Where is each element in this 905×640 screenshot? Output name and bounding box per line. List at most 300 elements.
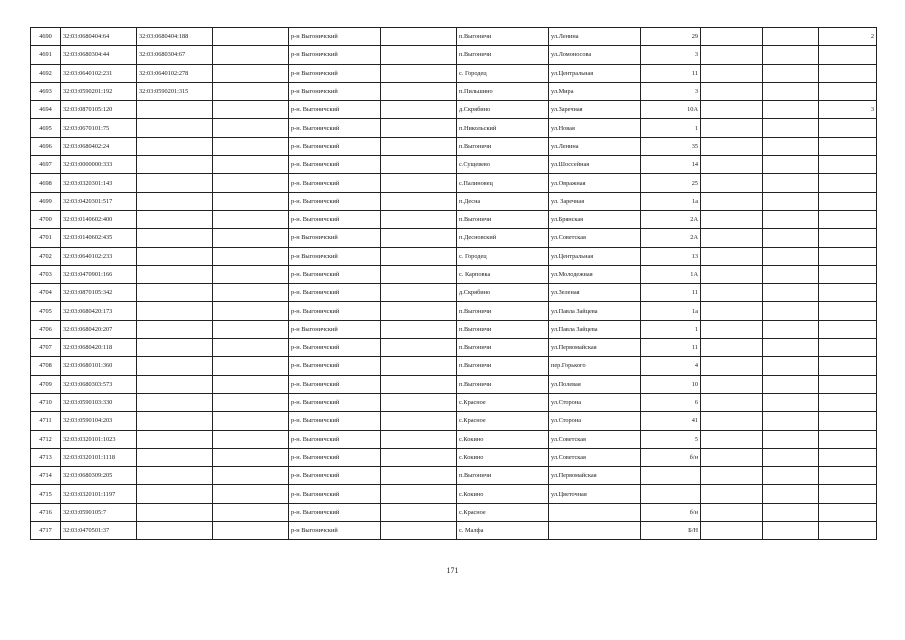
extra-value-cell bbox=[819, 522, 877, 540]
house-number-cell: 25 bbox=[641, 174, 701, 192]
empty-cell bbox=[701, 339, 763, 357]
linked-cadastral-number-cell bbox=[137, 320, 213, 338]
street-cell: пер.Горького bbox=[549, 357, 641, 375]
extra-value-cell bbox=[819, 467, 877, 485]
table-row bbox=[31, 229, 877, 247]
empty-cell bbox=[701, 156, 763, 174]
empty-cell bbox=[763, 448, 819, 466]
locality-cell: п.Десна bbox=[457, 192, 549, 210]
record-number-cell: 4699 bbox=[31, 192, 61, 210]
empty-cell bbox=[381, 119, 457, 137]
empty-cell bbox=[701, 503, 763, 521]
cadastral-number-cell: 32:03:0590103:330 bbox=[61, 393, 137, 411]
table-row bbox=[31, 503, 877, 521]
empty-cell bbox=[701, 247, 763, 265]
street-cell: ул.Павла Зайцева bbox=[549, 302, 641, 320]
empty-cell bbox=[213, 320, 289, 338]
empty-cell bbox=[213, 503, 289, 521]
district-cell: р-н. Выгоничский bbox=[289, 430, 381, 448]
empty-cell bbox=[701, 137, 763, 155]
house-number-cell: 35 bbox=[641, 137, 701, 155]
house-number-cell: 3 bbox=[641, 82, 701, 100]
street-cell: ул.Советская bbox=[549, 448, 641, 466]
district-cell: р-н. Выгоничский bbox=[289, 448, 381, 466]
cadastral-number-cell: 32:03:0680420:173 bbox=[61, 302, 137, 320]
empty-cell bbox=[213, 393, 289, 411]
house-number-cell: 4 bbox=[641, 357, 701, 375]
cadastral-number-cell: 32:03:0640102:233 bbox=[61, 247, 137, 265]
empty-cell bbox=[763, 46, 819, 64]
record-number-cell: 4690 bbox=[31, 28, 61, 46]
table-row bbox=[31, 485, 877, 503]
district-cell: р-н Выгоничский bbox=[289, 28, 381, 46]
record-number-cell: 4704 bbox=[31, 284, 61, 302]
empty-cell bbox=[213, 265, 289, 283]
empty-cell bbox=[381, 28, 457, 46]
empty-cell bbox=[381, 210, 457, 228]
linked-cadastral-number-cell bbox=[137, 503, 213, 521]
empty-cell bbox=[213, 64, 289, 82]
record-number-cell: 4710 bbox=[31, 393, 61, 411]
house-number-cell: Б/Н bbox=[641, 522, 701, 540]
record-number-cell: 4714 bbox=[31, 467, 61, 485]
empty-cell bbox=[701, 393, 763, 411]
extra-value-cell bbox=[819, 82, 877, 100]
table-row bbox=[31, 210, 877, 228]
district-cell: р-н. Выгоничский bbox=[289, 192, 381, 210]
district-cell: р-н. Выгоничский bbox=[289, 101, 381, 119]
empty-cell bbox=[213, 119, 289, 137]
cadastral-number-cell: 32:03:0870105:342 bbox=[61, 284, 137, 302]
empty-cell bbox=[701, 174, 763, 192]
district-cell: р-н. Выгоничский bbox=[289, 210, 381, 228]
table-row bbox=[31, 46, 877, 64]
empty-cell bbox=[381, 375, 457, 393]
empty-cell bbox=[701, 522, 763, 540]
house-number-cell: 11 bbox=[641, 284, 701, 302]
table-row bbox=[31, 82, 877, 100]
empty-cell bbox=[381, 448, 457, 466]
record-number-cell: 4697 bbox=[31, 156, 61, 174]
street-cell: ул. Заречная bbox=[549, 192, 641, 210]
street-cell: ул.Павла Зайцева bbox=[549, 320, 641, 338]
record-number-cell: 4696 bbox=[31, 137, 61, 155]
house-number-cell: 11 bbox=[641, 339, 701, 357]
empty-cell bbox=[763, 320, 819, 338]
empty-cell bbox=[213, 247, 289, 265]
street-cell: ул.Зеленая bbox=[549, 284, 641, 302]
locality-cell: п.Выгоничи bbox=[457, 28, 549, 46]
empty-cell bbox=[701, 284, 763, 302]
empty-cell bbox=[763, 174, 819, 192]
district-cell: р-н. Выгоничский bbox=[289, 412, 381, 430]
empty-cell bbox=[213, 467, 289, 485]
empty-cell bbox=[213, 210, 289, 228]
record-number-cell: 4717 bbox=[31, 522, 61, 540]
locality-cell: с.Красное bbox=[457, 412, 549, 430]
linked-cadastral-number-cell bbox=[137, 137, 213, 155]
empty-cell bbox=[381, 485, 457, 503]
house-number-cell: 13 bbox=[641, 247, 701, 265]
street-cell: ул.Полевая bbox=[549, 375, 641, 393]
table-row bbox=[31, 320, 877, 338]
record-number-cell: 4716 bbox=[31, 503, 61, 521]
street-cell: ул.Сторона bbox=[549, 412, 641, 430]
empty-cell bbox=[381, 430, 457, 448]
empty-cell bbox=[763, 467, 819, 485]
locality-cell: п.Выгоничи bbox=[457, 357, 549, 375]
extra-value-cell bbox=[819, 174, 877, 192]
linked-cadastral-number-cell bbox=[137, 485, 213, 503]
empty-cell bbox=[213, 46, 289, 64]
district-cell: р-н Выгоничский bbox=[289, 320, 381, 338]
linked-cadastral-number-cell bbox=[137, 192, 213, 210]
empty-cell bbox=[701, 375, 763, 393]
registry-table bbox=[30, 27, 877, 540]
district-cell: р-н. Выгоничский bbox=[289, 485, 381, 503]
house-number-cell: 6 bbox=[641, 393, 701, 411]
street-cell: ул.Цветочная bbox=[549, 485, 641, 503]
empty-cell bbox=[763, 503, 819, 521]
empty-cell bbox=[763, 522, 819, 540]
street-cell: ул.Молодежная bbox=[549, 265, 641, 283]
locality-cell: с.Красное bbox=[457, 503, 549, 521]
empty-cell bbox=[381, 46, 457, 64]
extra-value-cell bbox=[819, 137, 877, 155]
house-number-cell: 1а bbox=[641, 192, 701, 210]
locality-cell: с. Городец bbox=[457, 247, 549, 265]
empty-cell bbox=[763, 412, 819, 430]
house-number-cell: 3 bbox=[641, 46, 701, 64]
page-number: 171 bbox=[446, 566, 459, 575]
linked-cadastral-number-cell bbox=[137, 375, 213, 393]
street-cell: ул.Первомайская bbox=[549, 339, 641, 357]
locality-cell: п.Выгоничи bbox=[457, 375, 549, 393]
locality-cell: п.Выгоничи bbox=[457, 210, 549, 228]
empty-cell bbox=[701, 412, 763, 430]
empty-cell bbox=[381, 101, 457, 119]
street-cell: ул.Овражная bbox=[549, 174, 641, 192]
table-row bbox=[31, 467, 877, 485]
district-cell: р-н. Выгоничский bbox=[289, 375, 381, 393]
empty-cell bbox=[763, 485, 819, 503]
district-cell: р-н. Выгоничский bbox=[289, 393, 381, 411]
empty-cell bbox=[701, 448, 763, 466]
empty-cell bbox=[763, 357, 819, 375]
street-cell: ул.Брянская bbox=[549, 210, 641, 228]
table-row bbox=[31, 101, 877, 119]
empty-cell bbox=[763, 339, 819, 357]
locality-cell: с. Малфа bbox=[457, 522, 549, 540]
empty-cell bbox=[763, 137, 819, 155]
house-number-cell: 5 bbox=[641, 430, 701, 448]
linked-cadastral-number-cell bbox=[137, 247, 213, 265]
empty-cell bbox=[763, 64, 819, 82]
empty-cell bbox=[381, 412, 457, 430]
street-cell: ул.Мира bbox=[549, 82, 641, 100]
empty-cell bbox=[763, 192, 819, 210]
linked-cadastral-number-cell bbox=[137, 284, 213, 302]
house-number-cell: 11 bbox=[641, 64, 701, 82]
empty-cell bbox=[763, 101, 819, 119]
record-number-cell: 4702 bbox=[31, 247, 61, 265]
extra-value-cell: 2 bbox=[819, 28, 877, 46]
linked-cadastral-number-cell bbox=[137, 210, 213, 228]
table-row bbox=[31, 375, 877, 393]
record-number-cell: 4692 bbox=[31, 64, 61, 82]
empty-cell bbox=[213, 137, 289, 155]
district-cell: р-н Выгоничский bbox=[289, 64, 381, 82]
empty-cell bbox=[701, 192, 763, 210]
house-number-cell bbox=[641, 485, 701, 503]
record-number-cell: 4691 bbox=[31, 46, 61, 64]
extra-value-cell bbox=[819, 46, 877, 64]
empty-cell bbox=[701, 64, 763, 82]
district-cell: р-н. Выгоничский bbox=[289, 503, 381, 521]
extra-value-cell bbox=[819, 339, 877, 357]
linked-cadastral-number-cell bbox=[137, 430, 213, 448]
empty-cell bbox=[213, 485, 289, 503]
locality-cell: с.Сущевево bbox=[457, 156, 549, 174]
empty-cell bbox=[763, 430, 819, 448]
extra-value-cell bbox=[819, 302, 877, 320]
extra-value-cell bbox=[819, 320, 877, 338]
extra-value-cell: 3 bbox=[819, 101, 877, 119]
house-number-cell: 14 bbox=[641, 156, 701, 174]
empty-cell bbox=[381, 339, 457, 357]
empty-cell bbox=[213, 302, 289, 320]
cadastral-number-cell: 32:03:0000000:333 bbox=[61, 156, 137, 174]
empty-cell bbox=[381, 393, 457, 411]
empty-cell bbox=[213, 101, 289, 119]
empty-cell bbox=[213, 430, 289, 448]
locality-cell: п.Выгоничи bbox=[457, 302, 549, 320]
extra-value-cell bbox=[819, 119, 877, 137]
table-row bbox=[31, 284, 877, 302]
district-cell: р-н Выгоничский bbox=[289, 522, 381, 540]
table-row bbox=[31, 28, 877, 46]
table-row bbox=[31, 448, 877, 466]
record-number-cell: 4715 bbox=[31, 485, 61, 503]
street-cell: ул.Советская bbox=[549, 430, 641, 448]
empty-cell bbox=[701, 357, 763, 375]
cadastral-number-cell: 32:03:0590201:192 bbox=[61, 82, 137, 100]
table-row bbox=[31, 192, 877, 210]
locality-cell: п.Выгоничи bbox=[457, 46, 549, 64]
cadastral-number-cell: 32:03:0420301:517 bbox=[61, 192, 137, 210]
cadastral-number-cell: 32:03:0470901:166 bbox=[61, 265, 137, 283]
linked-cadastral-number-cell: 32:03:0590201:315 bbox=[137, 82, 213, 100]
empty-cell bbox=[381, 137, 457, 155]
empty-cell bbox=[701, 467, 763, 485]
extra-value-cell bbox=[819, 485, 877, 503]
locality-cell: п.Никольский bbox=[457, 119, 549, 137]
street-cell: ул.Сторона bbox=[549, 393, 641, 411]
linked-cadastral-number-cell bbox=[137, 357, 213, 375]
table-row bbox=[31, 430, 877, 448]
table-row bbox=[31, 393, 877, 411]
linked-cadastral-number-cell bbox=[137, 339, 213, 357]
empty-cell bbox=[381, 229, 457, 247]
street-cell: ул.Ломоносова bbox=[549, 46, 641, 64]
table-row bbox=[31, 64, 877, 82]
empty-cell bbox=[213, 229, 289, 247]
empty-cell bbox=[763, 375, 819, 393]
empty-cell bbox=[381, 467, 457, 485]
cadastral-number-cell: 32:03:0680402:24 bbox=[61, 137, 137, 155]
street-cell: ул.Шоссейная bbox=[549, 156, 641, 174]
linked-cadastral-number-cell bbox=[137, 467, 213, 485]
record-number-cell: 4706 bbox=[31, 320, 61, 338]
record-number-cell: 4693 bbox=[31, 82, 61, 100]
table-row bbox=[31, 302, 877, 320]
house-number-cell: б/н bbox=[641, 503, 701, 521]
district-cell: р-н Выгоничский bbox=[289, 46, 381, 64]
street-cell: ул.Советская bbox=[549, 229, 641, 247]
empty-cell bbox=[213, 82, 289, 100]
empty-cell bbox=[213, 192, 289, 210]
extra-value-cell bbox=[819, 503, 877, 521]
house-number-cell: 10 bbox=[641, 375, 701, 393]
house-number-cell: 1 bbox=[641, 119, 701, 137]
district-cell: р-н. Выгоничский bbox=[289, 174, 381, 192]
linked-cadastral-number-cell bbox=[137, 302, 213, 320]
empty-cell bbox=[213, 448, 289, 466]
cadastral-number-cell: 32:03:0140602:435 bbox=[61, 229, 137, 247]
empty-cell bbox=[381, 174, 457, 192]
linked-cadastral-number-cell bbox=[137, 393, 213, 411]
empty-cell bbox=[701, 82, 763, 100]
empty-cell bbox=[701, 119, 763, 137]
street-cell: ул.Первомайская bbox=[549, 467, 641, 485]
street-cell bbox=[549, 522, 641, 540]
locality-cell: д.Скрябино bbox=[457, 284, 549, 302]
empty-cell bbox=[763, 302, 819, 320]
table-body bbox=[31, 28, 877, 540]
district-cell: р-н. Выгоничский bbox=[289, 339, 381, 357]
locality-cell: с. Городец bbox=[457, 64, 549, 82]
district-cell: р-н. Выгоничский bbox=[289, 302, 381, 320]
district-cell: р-н Выгоничский bbox=[289, 229, 381, 247]
record-number-cell: 4695 bbox=[31, 119, 61, 137]
empty-cell bbox=[213, 284, 289, 302]
empty-cell bbox=[381, 265, 457, 283]
street-cell: ул.Ленина bbox=[549, 137, 641, 155]
record-number-cell: 4694 bbox=[31, 101, 61, 119]
table-row bbox=[31, 412, 877, 430]
district-cell: р-н. Выгоничский bbox=[289, 265, 381, 283]
locality-cell: с.Кокино bbox=[457, 485, 549, 503]
locality-cell: с.Кокино bbox=[457, 448, 549, 466]
street-cell: ул.Заречная bbox=[549, 101, 641, 119]
cadastral-number-cell: 32:03:0590104:203 bbox=[61, 412, 137, 430]
table-row bbox=[31, 119, 877, 137]
record-number-cell: 4713 bbox=[31, 448, 61, 466]
table-row bbox=[31, 522, 877, 540]
empty-cell bbox=[381, 64, 457, 82]
linked-cadastral-number-cell bbox=[137, 229, 213, 247]
cadastral-number-cell: 32:03:0680304:44 bbox=[61, 46, 137, 64]
locality-cell: п.Выгоничи bbox=[457, 320, 549, 338]
linked-cadastral-number-cell: 32:03:0680304:67 bbox=[137, 46, 213, 64]
cadastral-number-cell: 32:03:0320101:1023 bbox=[61, 430, 137, 448]
house-number-cell: 10А bbox=[641, 101, 701, 119]
record-number-cell: 4707 bbox=[31, 339, 61, 357]
empty-cell bbox=[763, 119, 819, 137]
district-cell: р-н. Выгоничский bbox=[289, 467, 381, 485]
linked-cadastral-number-cell bbox=[137, 522, 213, 540]
record-number-cell: 4698 bbox=[31, 174, 61, 192]
empty-cell bbox=[763, 28, 819, 46]
locality-cell: п.Десновский bbox=[457, 229, 549, 247]
locality-cell: с.Палиновец bbox=[457, 174, 549, 192]
empty-cell bbox=[701, 430, 763, 448]
empty-cell bbox=[763, 247, 819, 265]
empty-cell bbox=[763, 284, 819, 302]
empty-cell bbox=[701, 229, 763, 247]
table-row bbox=[31, 137, 877, 155]
record-number-cell: 4711 bbox=[31, 412, 61, 430]
extra-value-cell bbox=[819, 229, 877, 247]
empty-cell bbox=[701, 46, 763, 64]
district-cell: р-н. Выгоничский bbox=[289, 137, 381, 155]
extra-value-cell bbox=[819, 64, 877, 82]
cadastral-number-cell: 32:03:0140602:400 bbox=[61, 210, 137, 228]
cadastral-number-cell: 32:03:0470501:37 bbox=[61, 522, 137, 540]
house-number-cell: 2А bbox=[641, 210, 701, 228]
house-number-cell bbox=[641, 467, 701, 485]
street-cell: ул.Центральная bbox=[549, 64, 641, 82]
linked-cadastral-number-cell bbox=[137, 265, 213, 283]
empty-cell bbox=[381, 192, 457, 210]
linked-cadastral-number-cell: 32:03:0680404:188 bbox=[137, 28, 213, 46]
house-number-cell: 29 bbox=[641, 28, 701, 46]
extra-value-cell bbox=[819, 393, 877, 411]
empty-cell bbox=[763, 210, 819, 228]
cadastral-number-cell: 32:03:0670101:75 bbox=[61, 119, 137, 137]
record-number-cell: 4709 bbox=[31, 375, 61, 393]
extra-value-cell bbox=[819, 265, 877, 283]
extra-value-cell bbox=[819, 247, 877, 265]
cadastral-number-cell: 32:03:0680420:118 bbox=[61, 339, 137, 357]
house-number-cell: 1 bbox=[641, 320, 701, 338]
linked-cadastral-number-cell bbox=[137, 119, 213, 137]
locality-cell: с. Карповка bbox=[457, 265, 549, 283]
cadastral-number-cell: 32:03:0590105:7 bbox=[61, 503, 137, 521]
extra-value-cell bbox=[819, 156, 877, 174]
cadastral-number-cell: 32:03:0680303:573 bbox=[61, 375, 137, 393]
extra-value-cell bbox=[819, 357, 877, 375]
empty-cell bbox=[381, 503, 457, 521]
empty-cell bbox=[381, 284, 457, 302]
empty-cell bbox=[213, 28, 289, 46]
empty-cell bbox=[763, 393, 819, 411]
cadastral-number-cell: 32:03:0680309:205 bbox=[61, 467, 137, 485]
empty-cell bbox=[213, 375, 289, 393]
district-cell: р-н. Выгоничский bbox=[289, 156, 381, 174]
record-number-cell: 4705 bbox=[31, 302, 61, 320]
empty-cell bbox=[213, 522, 289, 540]
empty-cell bbox=[763, 156, 819, 174]
cadastral-number-cell: 32:03:0680101:360 bbox=[61, 357, 137, 375]
empty-cell bbox=[213, 339, 289, 357]
street-cell: ул.Центральная bbox=[549, 247, 641, 265]
empty-cell bbox=[701, 302, 763, 320]
empty-cell bbox=[213, 156, 289, 174]
empty-cell bbox=[701, 28, 763, 46]
linked-cadastral-number-cell bbox=[137, 448, 213, 466]
locality-cell: п.Выгоничи bbox=[457, 467, 549, 485]
